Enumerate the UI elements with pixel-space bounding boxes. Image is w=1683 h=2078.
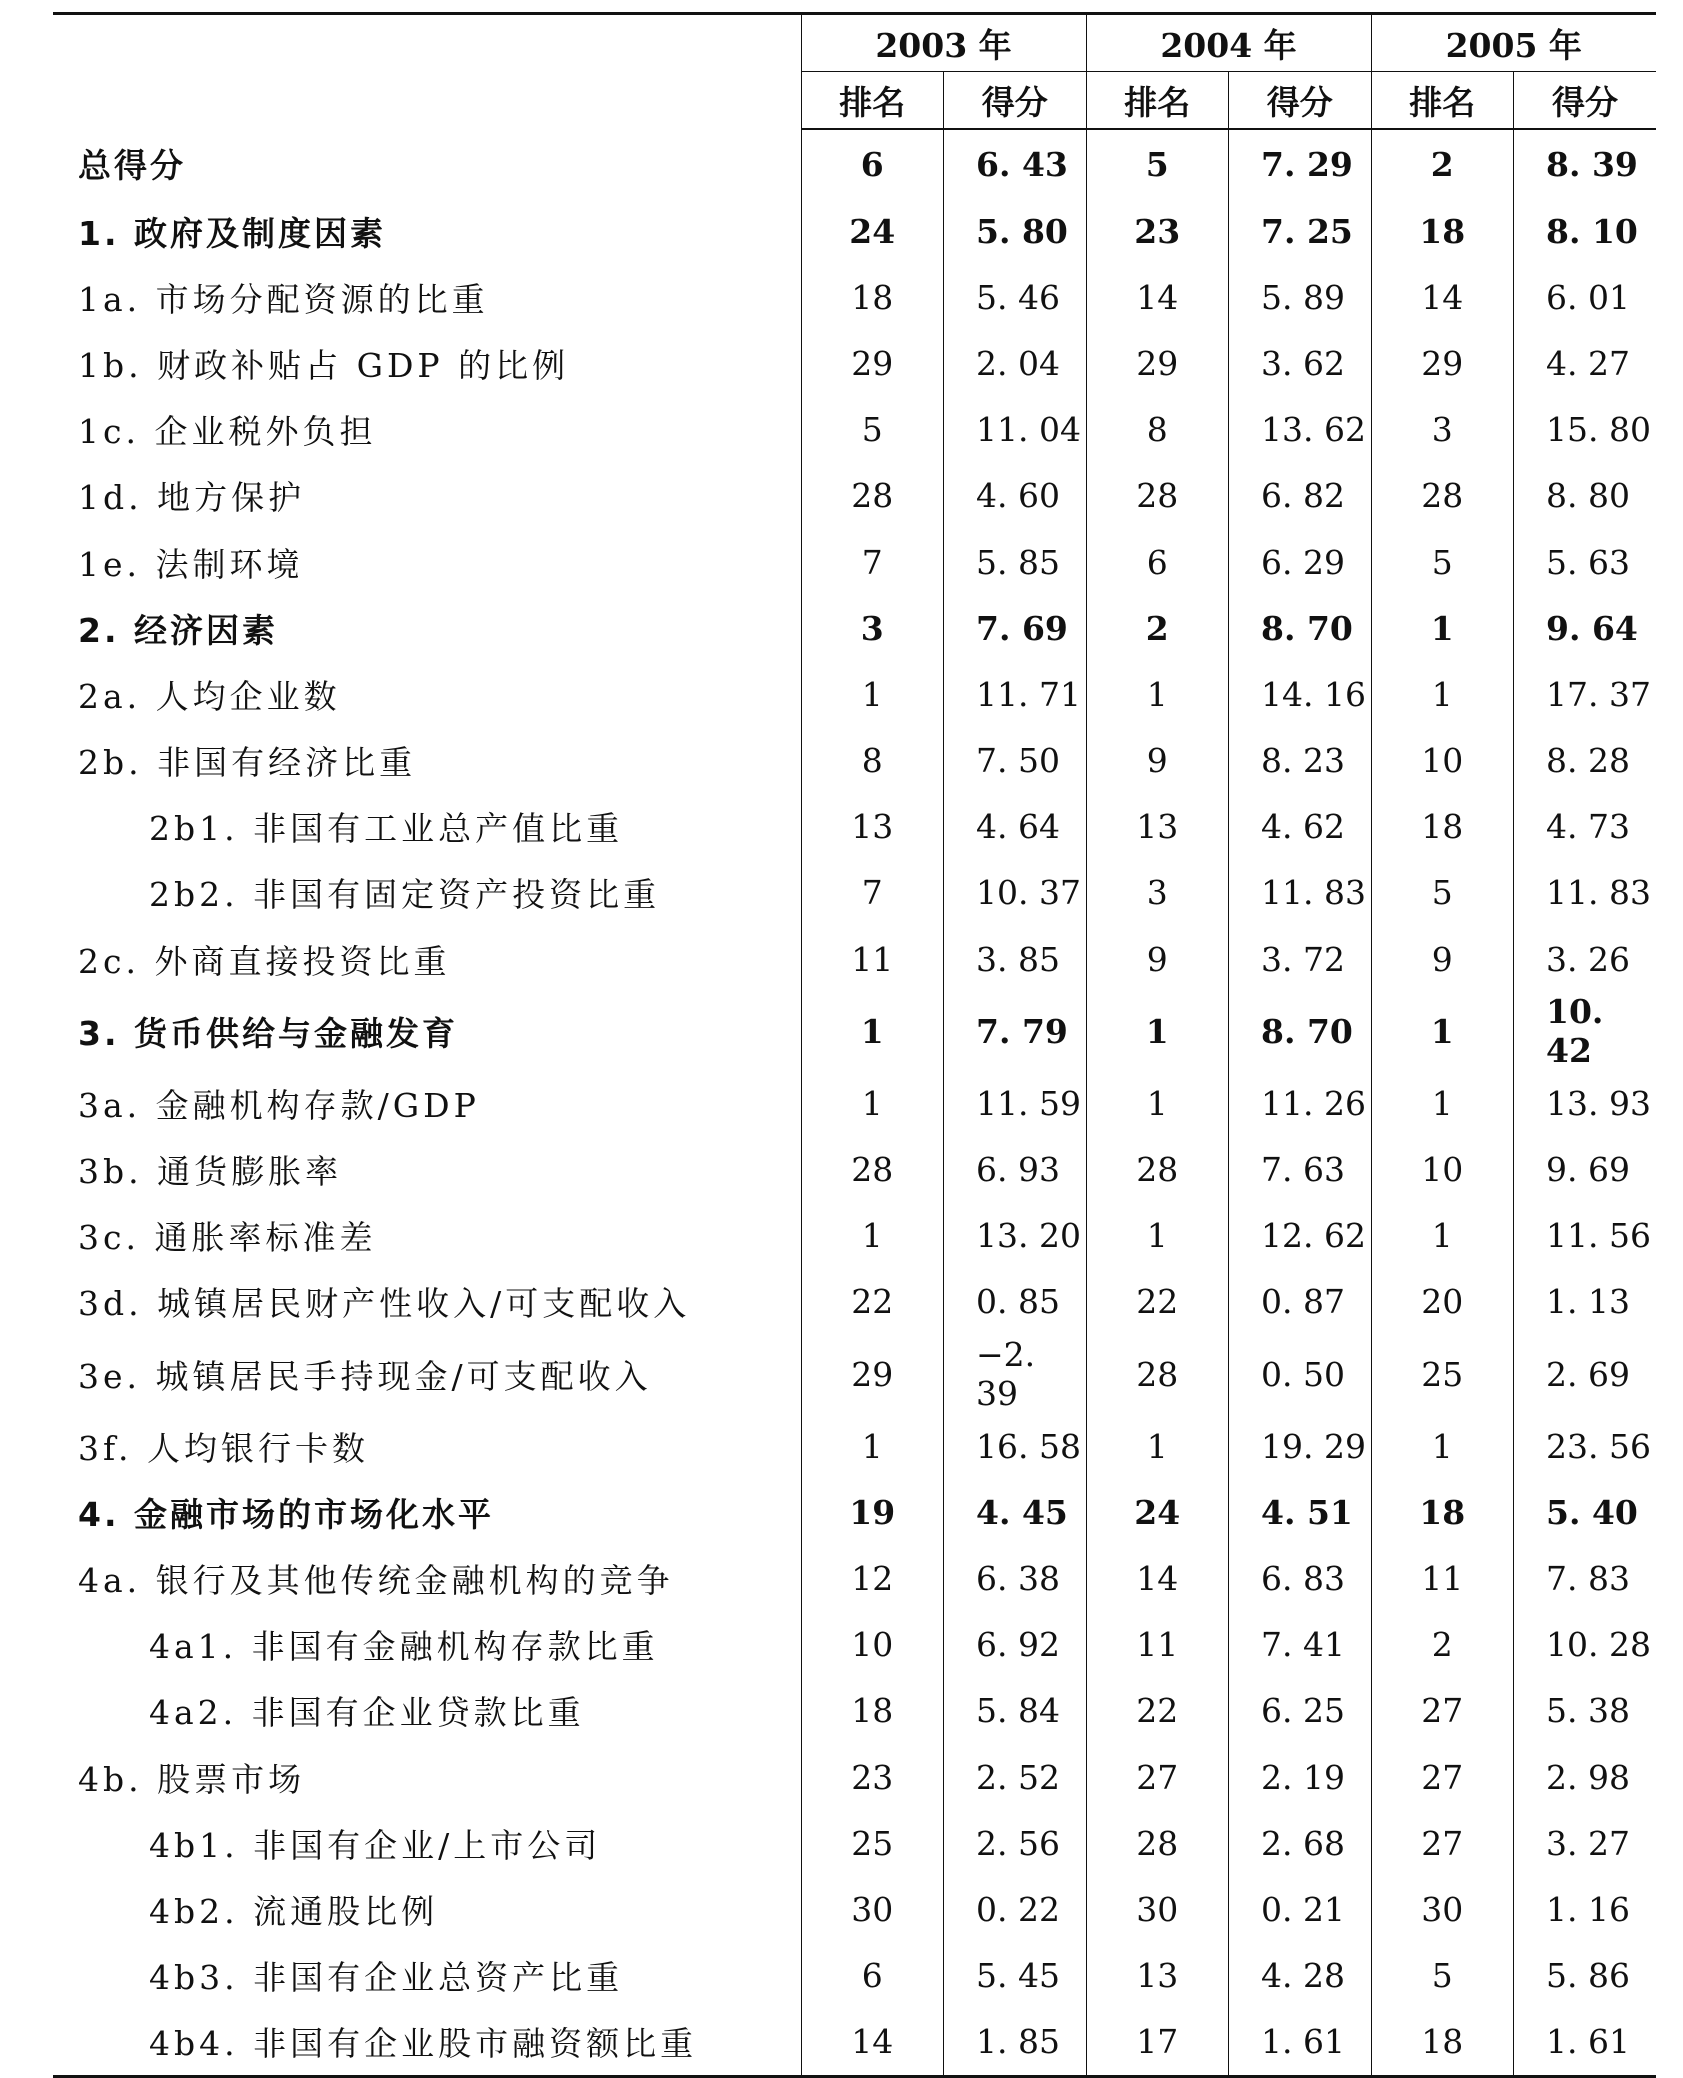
- score-cell-2003: 7. 50: [944, 728, 1087, 794]
- score-cell-2005: 8. 39: [1514, 129, 1657, 198]
- row-label: 1. 政府及制度因素: [78, 213, 386, 253]
- rank-cell-2003: 28: [801, 463, 944, 529]
- rank-cell-2005: 1: [1371, 1203, 1514, 1269]
- score-cell-2004: 3. 62: [1229, 330, 1372, 396]
- rank-cell-2004: 8: [1086, 397, 1229, 463]
- rank-cell-2005: 10: [1371, 728, 1514, 794]
- rank-cell-2004: 13: [1086, 1943, 1229, 2009]
- score-cell-2003: 3. 85: [944, 926, 1087, 992]
- rank-cell-2005: 27: [1371, 1678, 1514, 1744]
- rank-cell-2004: 28: [1086, 1335, 1229, 1413]
- score-cell-2003: 5. 80: [944, 198, 1087, 264]
- score-cell-2005: 1. 61: [1514, 2009, 1657, 2077]
- rank-cell-2003: 30: [801, 1876, 944, 1942]
- rank-cell-2005: 2: [1371, 129, 1514, 198]
- row-label: 4a2. 非国有企业贷款比重: [149, 1693, 585, 1733]
- rank-cell-2004: 30: [1086, 1876, 1229, 1942]
- rank-cell-2003: 1: [801, 1413, 944, 1479]
- row-label: 3e. 城镇居民手持现金/可支配收入: [78, 1356, 652, 1396]
- rank-cell-2004: 14: [1086, 264, 1229, 330]
- score-cell-2003: −2. 39: [944, 1335, 1087, 1413]
- score-cell-2005: 1. 16: [1514, 1876, 1657, 1942]
- row-label: 1e. 法制环境: [78, 544, 304, 584]
- rank-cell-2004: 24: [1086, 1479, 1229, 1545]
- rank-cell-2005: 27: [1371, 1810, 1514, 1876]
- score-cell-2003: 16. 58: [944, 1413, 1087, 1479]
- row-label: 4b3. 非国有企业总资产比重: [149, 1958, 624, 1998]
- score-cell-2005: 5. 38: [1514, 1678, 1657, 1744]
- score-cell-2004: 7. 25: [1229, 198, 1372, 264]
- score-cell-2005: 2. 69: [1514, 1335, 1657, 1413]
- table-row: [53, 1876, 1656, 1942]
- score-cell-2005: 17. 37: [1514, 661, 1657, 727]
- rank-cell-2005: 18: [1371, 198, 1514, 264]
- rank-cell-2005: 10: [1371, 1136, 1514, 1202]
- rank-cell-2005: 25: [1371, 1335, 1514, 1413]
- year-header-row: [53, 14, 1656, 72]
- table-header: [53, 14, 1656, 130]
- rank-cell-2003: 6: [801, 129, 944, 198]
- rank-cell-2005: 30: [1371, 1876, 1514, 1942]
- score-cell-2004: 4. 62: [1229, 794, 1372, 860]
- row-label: 3b. 通货膨胀率: [78, 1152, 343, 1192]
- rank-cell-2004: 13: [1086, 794, 1229, 860]
- score-cell-2004: 7. 29: [1229, 129, 1372, 198]
- score-cell-2003: 7. 79: [944, 992, 1087, 1070]
- score-cell-2005: 9. 64: [1514, 595, 1657, 661]
- rank-cell-2004: 1: [1086, 661, 1229, 727]
- score-cell-2005: 11. 83: [1514, 860, 1657, 926]
- ranking-score-table: [53, 12, 1656, 2078]
- score-cell-2004: 2. 68: [1229, 1810, 1372, 1876]
- row-label: 2a. 人均企业数: [78, 676, 341, 716]
- rank-cell-2003: 24: [801, 198, 944, 264]
- score-cell-2005: 2. 98: [1514, 1744, 1657, 1810]
- rank-cell-2004: 28: [1086, 463, 1229, 529]
- score-cell-2005: 3. 26: [1514, 926, 1657, 992]
- score-cell-2004: 8. 70: [1229, 595, 1372, 661]
- rank-cell-2004: 1: [1086, 1070, 1229, 1136]
- rank-cell-2004: 1: [1086, 1413, 1229, 1479]
- rank-cell-2004: 14: [1086, 1545, 1229, 1611]
- table-row: [53, 198, 1656, 264]
- rank-cell-2005: 1: [1371, 1413, 1514, 1479]
- score-cell-2003: 6. 38: [944, 1545, 1087, 1611]
- rank-cell-2004: 27: [1086, 1744, 1229, 1810]
- row-label: 4a1. 非国有金融机构存款比重: [149, 1627, 659, 1667]
- rank-cell-2004: 28: [1086, 1136, 1229, 1202]
- score-cell-2004: 2. 19: [1229, 1744, 1372, 1810]
- rank-cell-2003: 5: [801, 397, 944, 463]
- score-cell-2003: 10. 37: [944, 860, 1087, 926]
- score-cell-2004: 12. 62: [1229, 1203, 1372, 1269]
- row-label: 3d. 城镇居民财产性收入/可支配收入: [78, 1284, 691, 1324]
- table-row: [53, 264, 1656, 330]
- rank-cell-2004: 9: [1086, 926, 1229, 992]
- row-label: 3. 货币供给与金融发育: [78, 1013, 458, 1053]
- rank-cell-2003: 23: [801, 1744, 944, 1810]
- rank-cell-2003: 29: [801, 1335, 944, 1413]
- table-row: [53, 1545, 1656, 1611]
- rank-cell-2005: 9: [1371, 926, 1514, 992]
- rank-cell-2004: 17: [1086, 2009, 1229, 2077]
- rank-cell-2004: 9: [1086, 728, 1229, 794]
- rank-cell-2005: 29: [1371, 330, 1514, 396]
- table-row: [53, 529, 1656, 595]
- rank-cell-2005: 3: [1371, 397, 1514, 463]
- rank-cell-2003: 29: [801, 330, 944, 396]
- score-cell-2004: 19. 29: [1229, 1413, 1372, 1479]
- score-cell-2004: 13. 62: [1229, 397, 1372, 463]
- year-header-2004: 2004 年: [1086, 14, 1371, 72]
- score-cell-2004: 0. 87: [1229, 1269, 1372, 1335]
- rank-cell-2003: 22: [801, 1269, 944, 1335]
- score-cell-2004: 1. 61: [1229, 2009, 1372, 2077]
- row-label: 2b2. 非国有固定资产投资比重: [149, 875, 661, 915]
- score-cell-2005: 3. 27: [1514, 1810, 1657, 1876]
- score-cell-2003: 11. 04: [944, 397, 1087, 463]
- row-label: 1d. 地方保护: [78, 478, 306, 518]
- rank-header: 排名: [801, 72, 944, 130]
- row-label: 2b1. 非国有工业总产值比重: [149, 809, 624, 849]
- score-cell-2003: 5. 84: [944, 1678, 1087, 1744]
- rank-cell-2003: 10: [801, 1612, 944, 1678]
- row-label: 2. 经济因素: [78, 610, 278, 650]
- score-cell-2003: 5. 85: [944, 529, 1087, 595]
- rank-cell-2004: 3: [1086, 860, 1229, 926]
- table-row: [53, 1136, 1656, 1202]
- table-body: [53, 129, 1656, 2076]
- rank-cell-2005: 18: [1371, 2009, 1514, 2077]
- rank-cell-2003: 13: [801, 794, 944, 860]
- rank-cell-2003: 18: [801, 1678, 944, 1744]
- rank-cell-2005: 27: [1371, 1744, 1514, 1810]
- table-row: [53, 1943, 1656, 2009]
- table-row: [53, 1479, 1656, 1545]
- score-cell-2004: 6. 83: [1229, 1545, 1372, 1611]
- table-row: [53, 1678, 1656, 1744]
- rank-cell-2004: 23: [1086, 198, 1229, 264]
- rank-cell-2003: 1: [801, 661, 944, 727]
- table-row: [53, 860, 1656, 926]
- score-cell-2003: 13. 20: [944, 1203, 1087, 1269]
- score-cell-2004: 8. 70: [1229, 992, 1372, 1070]
- score-cell-2005: 23. 56: [1514, 1413, 1657, 1479]
- rank-cell-2003: 19: [801, 1479, 944, 1545]
- score-header: 得分: [1514, 72, 1657, 130]
- score-cell-2004: 11. 83: [1229, 860, 1372, 926]
- rank-cell-2003: 7: [801, 860, 944, 926]
- table-row: [53, 595, 1656, 661]
- score-cell-2004: 6. 25: [1229, 1678, 1372, 1744]
- row-label: 3c. 通胀率标准差: [78, 1218, 377, 1258]
- rank-cell-2005: 28: [1371, 463, 1514, 529]
- rank-cell-2003: 25: [801, 1810, 944, 1876]
- score-cell-2005: 8. 28: [1514, 728, 1657, 794]
- score-cell-2005: 7. 83: [1514, 1545, 1657, 1611]
- rank-cell-2005: 11: [1371, 1545, 1514, 1611]
- score-cell-2004: 8. 23: [1229, 728, 1372, 794]
- score-cell-2005: 8. 80: [1514, 463, 1657, 529]
- table-row: [53, 728, 1656, 794]
- table-row: [53, 1269, 1656, 1335]
- rank-cell-2003: 12: [801, 1545, 944, 1611]
- table-row: [53, 1335, 1656, 1413]
- rank-cell-2005: 18: [1371, 1479, 1514, 1545]
- row-label: 4b. 股票市场: [78, 1759, 306, 1799]
- rank-cell-2005: 1: [1371, 661, 1514, 727]
- row-label: 4b1. 非国有企业/上市公司: [149, 1825, 602, 1865]
- rank-cell-2003: 1: [801, 1070, 944, 1136]
- score-cell-2003: 5. 45: [944, 1943, 1087, 2009]
- score-cell-2005: 11. 56: [1514, 1203, 1657, 1269]
- table-row: [53, 330, 1656, 396]
- rank-cell-2005: 2: [1371, 1612, 1514, 1678]
- score-cell-2004: 5. 89: [1229, 264, 1372, 330]
- rank-cell-2003: 8: [801, 728, 944, 794]
- table-row: [53, 1203, 1656, 1269]
- rank-cell-2005: 1: [1371, 595, 1514, 661]
- rank-cell-2003: 18: [801, 264, 944, 330]
- rank-cell-2005: 20: [1371, 1269, 1514, 1335]
- score-cell-2003: 0. 22: [944, 1876, 1087, 1942]
- row-label: 4a. 银行及其他传统金融机构的竞争: [78, 1560, 674, 1600]
- table-row: [53, 397, 1656, 463]
- table-row: [53, 1413, 1656, 1479]
- score-cell-2004: 4. 51: [1229, 1479, 1372, 1545]
- score-cell-2003: 4. 60: [944, 463, 1087, 529]
- rank-cell-2005: 1: [1371, 1070, 1514, 1136]
- ranking-table-container: [53, 12, 1656, 2078]
- rank-cell-2003: 14: [801, 2009, 944, 2077]
- rank-cell-2003: 7: [801, 529, 944, 595]
- score-cell-2005: 1. 13: [1514, 1269, 1657, 1335]
- table-row: [53, 1070, 1656, 1136]
- score-cell-2003: 2. 52: [944, 1744, 1087, 1810]
- score-cell-2005: 9. 69: [1514, 1136, 1657, 1202]
- label-column-header: [53, 14, 801, 130]
- score-cell-2003: 4. 64: [944, 794, 1087, 860]
- score-cell-2003: 6. 93: [944, 1136, 1087, 1202]
- score-cell-2005: 5. 86: [1514, 1943, 1657, 2009]
- rank-cell-2003: 3: [801, 595, 944, 661]
- score-cell-2005: 4. 27: [1514, 330, 1657, 396]
- rank-cell-2004: 29: [1086, 330, 1229, 396]
- score-cell-2005: 10. 42: [1514, 992, 1657, 1070]
- year-header-2005: 2005 年: [1371, 14, 1656, 72]
- score-cell-2004: 11. 26: [1229, 1070, 1372, 1136]
- rank-cell-2004: 11: [1086, 1612, 1229, 1678]
- score-cell-2004: 7. 63: [1229, 1136, 1372, 1202]
- row-label: 1a. 市场分配资源的比重: [78, 279, 489, 319]
- score-cell-2004: 3. 72: [1229, 926, 1372, 992]
- table-row: [53, 1810, 1656, 1876]
- rank-cell-2003: 28: [801, 1136, 944, 1202]
- row-label: 2c. 外商直接投资比重: [78, 941, 451, 981]
- rank-cell-2004: 22: [1086, 1678, 1229, 1744]
- row-label: 总得分: [78, 146, 186, 185]
- rank-cell-2003: 6: [801, 1943, 944, 2009]
- rank-header: 排名: [1371, 72, 1514, 130]
- score-cell-2005: 6. 01: [1514, 264, 1657, 330]
- score-cell-2003: 6. 92: [944, 1612, 1087, 1678]
- rank-cell-2005: 5: [1371, 1943, 1514, 2009]
- score-cell-2003: 0. 85: [944, 1269, 1087, 1335]
- score-cell-2005: 4. 73: [1514, 794, 1657, 860]
- rank-cell-2004: 1: [1086, 1203, 1229, 1269]
- score-cell-2003: 2. 04: [944, 330, 1087, 396]
- rank-cell-2005: 5: [1371, 860, 1514, 926]
- score-cell-2004: 14. 16: [1229, 661, 1372, 727]
- table-row: [53, 2009, 1656, 2077]
- rank-cell-2005: 14: [1371, 264, 1514, 330]
- row-label: 1c. 企业税外负担: [78, 412, 377, 452]
- rank-cell-2003: 11: [801, 926, 944, 992]
- rank-cell-2004: 6: [1086, 529, 1229, 595]
- table-row: [53, 926, 1656, 992]
- rank-cell-2004: 2: [1086, 595, 1229, 661]
- table-row: [53, 992, 1656, 1070]
- rank-cell-2003: 1: [801, 992, 944, 1070]
- score-cell-2004: 6. 29: [1229, 529, 1372, 595]
- rank-cell-2003: 1: [801, 1203, 944, 1269]
- table-row: [53, 129, 1656, 198]
- table-row: [53, 794, 1656, 860]
- row-label: 4. 金融市场的市场化水平: [78, 1494, 494, 1534]
- row-label: 4b4. 非国有企业股市融资额比重: [53, 2009, 801, 2077]
- score-cell-2005: 13. 93: [1514, 1070, 1657, 1136]
- row-label: 3f. 人均银行卡数: [78, 1428, 370, 1468]
- score-cell-2003: 7. 69: [944, 595, 1087, 661]
- rank-header: 排名: [1086, 72, 1229, 130]
- row-label: 3a. 金融机构存款/GDP: [78, 1085, 480, 1125]
- rank-cell-2005: 18: [1371, 794, 1514, 860]
- score-cell-2004: 4. 28: [1229, 1943, 1372, 2009]
- score-cell-2003: 11. 71: [944, 661, 1087, 727]
- row-label: 2b. 非国有经济比重: [78, 743, 417, 783]
- score-cell-2003: 4. 45: [944, 1479, 1087, 1545]
- rank-cell-2004: 22: [1086, 1269, 1229, 1335]
- score-cell-2004: 0. 21: [1229, 1876, 1372, 1942]
- score-cell-2003: 2. 56: [944, 1810, 1087, 1876]
- rank-cell-2004: 5: [1086, 129, 1229, 198]
- score-header: 得分: [1229, 72, 1372, 130]
- score-cell-2005: 8. 10: [1514, 198, 1657, 264]
- score-cell-2004: 0. 50: [1229, 1335, 1372, 1413]
- rank-cell-2005: 1: [1371, 992, 1514, 1070]
- score-cell-2003: 1. 85: [944, 2009, 1087, 2077]
- score-cell-2004: 6. 82: [1229, 463, 1372, 529]
- score-cell-2005: 5. 40: [1514, 1479, 1657, 1545]
- rank-cell-2005: 5: [1371, 529, 1514, 595]
- row-label: 1b. 财政补贴占 GDP 的比例: [78, 345, 570, 385]
- rank-cell-2004: 28: [1086, 1810, 1229, 1876]
- score-cell-2005: 5. 63: [1514, 529, 1657, 595]
- score-cell-2003: 6. 43: [944, 129, 1087, 198]
- score-cell-2004: 7. 41: [1229, 1612, 1372, 1678]
- table-row: [53, 463, 1656, 529]
- year-header-2003: 2003 年: [801, 14, 1086, 72]
- score-cell-2005: 15. 80: [1514, 397, 1657, 463]
- table-row: [53, 661, 1656, 727]
- table-row: [53, 1744, 1656, 1810]
- score-cell-2003: 5. 46: [944, 264, 1087, 330]
- score-cell-2003: 11. 59: [944, 1070, 1087, 1136]
- row-label: 4b2. 流通股比例: [149, 1891, 439, 1931]
- score-cell-2005: 10. 28: [1514, 1612, 1657, 1678]
- score-header: 得分: [944, 72, 1087, 130]
- rank-cell-2004: 1: [1086, 992, 1229, 1070]
- table-row: [53, 1612, 1656, 1678]
